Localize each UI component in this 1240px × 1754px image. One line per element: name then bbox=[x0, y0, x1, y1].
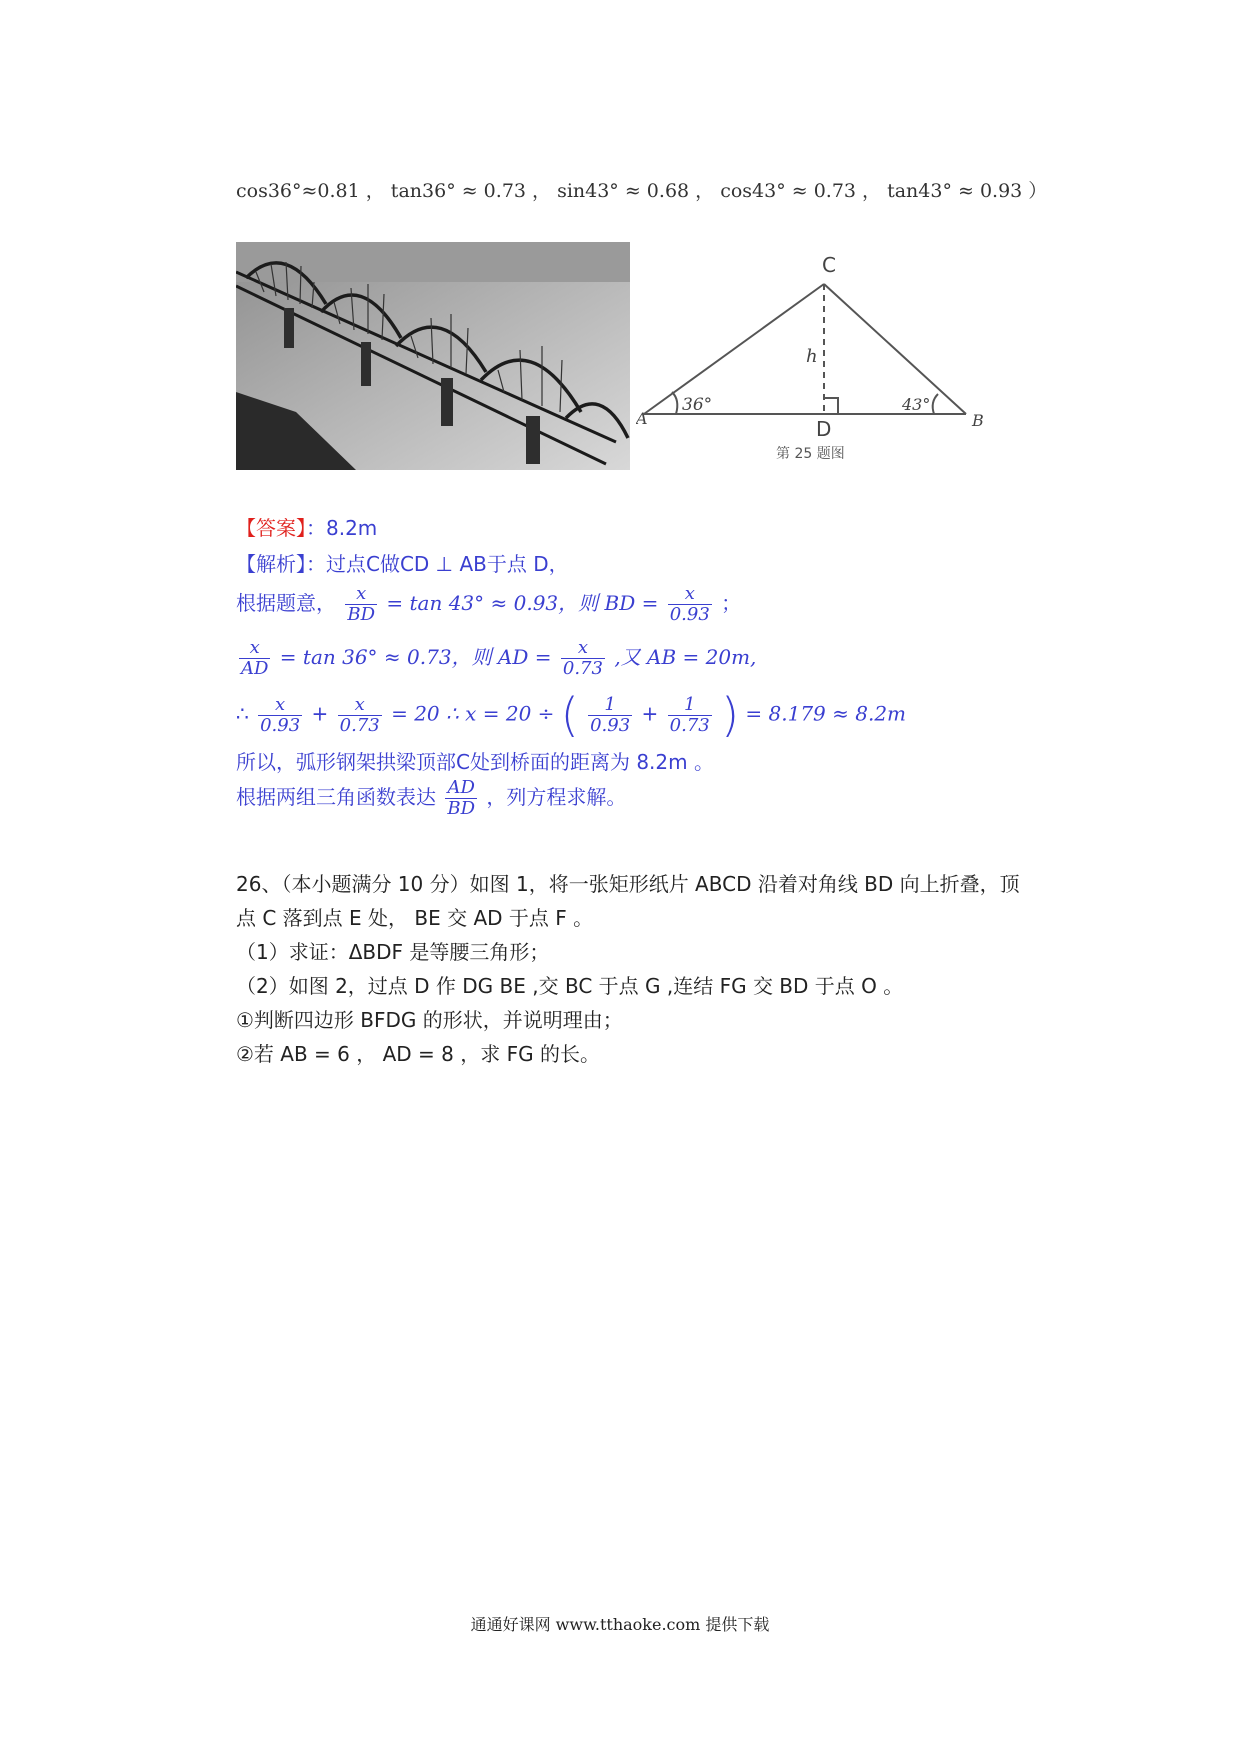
analysis-l3-mid: = tan 36° ≈ 0.73，则 AD = bbox=[279, 645, 552, 669]
analysis-line-2 bbox=[236, 584, 741, 625]
label-d: D bbox=[816, 417, 832, 441]
plus-sign-2: + bbox=[641, 701, 659, 726]
label-a: A bbox=[636, 409, 648, 428]
question-26-part-2: （2）如图 2，过点 D 作 DG BE ,交 BC 于点 G ,连结 FG 交 BD 于点 O 。 bbox=[236, 974, 904, 998]
analysis-l1: ：过点C做CD ⊥ AB于点 D， bbox=[306, 552, 569, 576]
analysis-l2-end: ； bbox=[721, 591, 742, 615]
angle-a-label: 36° bbox=[682, 395, 713, 415]
label-c: C bbox=[822, 253, 836, 277]
analysis-l3-end: ,又 AB = 20m, bbox=[614, 645, 757, 669]
analysis-l4-end: = 8.179 ≈ 8.2m bbox=[745, 701, 907, 726]
fraction-b: $\frac{x}{0.73}$ bbox=[339, 693, 380, 736]
formula-hint-line: cos36°≈0.81 ， tan36° ≈ 0.73 ， sin43° ≈ 0.68 ， cos43° ≈ 0.73 ， tan43° ≈ 0.93 ） bbox=[236, 180, 1048, 202]
label-b: B bbox=[972, 411, 984, 430]
analysis-line-4 bbox=[236, 688, 907, 742]
analysis-line-6 bbox=[236, 778, 626, 819]
analysis-l6-pre: 根据两组三角函数表达 bbox=[236, 785, 436, 809]
answer-line bbox=[236, 512, 377, 541]
therefore-symbol: ∴ bbox=[236, 701, 249, 726]
fraction-d: $\frac{1}{0.73}$ bbox=[669, 693, 710, 736]
analysis-l6-end: ，列方程求解。 bbox=[486, 785, 627, 809]
left-paren: ( bbox=[560, 688, 579, 742]
answer-tag: 【答案】 bbox=[236, 516, 306, 540]
question-26-line-1: 26、（本小题满分 10 分）如图 1，将一张矩形纸片 ABCD 沿着对角线 BD 向上折叠，顶 bbox=[236, 872, 1020, 896]
page-footer: 通通好课网 www.tthaoke.com 提供下载 bbox=[470, 1615, 770, 1634]
right-paren: ) bbox=[721, 688, 740, 742]
plus-sign: + bbox=[311, 701, 329, 726]
triangle-diagram bbox=[636, 252, 1006, 470]
fraction-x-over-ad: $\frac{x}{AD}$ bbox=[241, 637, 269, 679]
fraction-a: $\frac{x}{0.93}$ bbox=[260, 693, 301, 736]
fraction-ad-over-bd: $\frac{AD}{BD}$ bbox=[447, 777, 476, 819]
fraction-c: $\frac{1}{0.93}$ bbox=[590, 693, 631, 736]
analysis-l2-mid: = tan 43° ≈ 0.93，则 BD = bbox=[386, 591, 659, 615]
question-26-line-2: 点 C 落到点 E 处， BE 交 AD 于点 F 。 bbox=[236, 906, 594, 930]
fraction-x-over-093: $\frac{x}{0.93}$ bbox=[669, 583, 710, 625]
answer-value: 8.2m bbox=[326, 516, 378, 540]
analysis-l2-pre: 根据题意， bbox=[236, 591, 336, 615]
answer-sep: ： bbox=[306, 516, 326, 540]
question-26-sub-1: ①判断四边形 BFDG 的形状，并说明理由； bbox=[236, 1008, 623, 1032]
bridge-photo bbox=[236, 242, 630, 470]
angle-b-label: 43° bbox=[902, 395, 931, 414]
question-26-sub-2: ②若 AB = 6 ， AD = 8 ，求 FG 的长。 bbox=[236, 1042, 600, 1066]
analysis-line-3 bbox=[236, 638, 756, 679]
analysis-line-1 bbox=[236, 548, 569, 577]
label-h: h bbox=[806, 346, 818, 367]
analysis-line-5: 所以，弧形钢架拱梁顶部C处到桥面的距离为 8.2m 。 bbox=[236, 750, 714, 774]
fraction-x-over-073: $\frac{x}{0.73}$ bbox=[562, 637, 603, 679]
question-26-part-1: （1）求证：ΔBDF 是等腰三角形； bbox=[236, 940, 550, 964]
diagram-caption: 第 25 题图 bbox=[776, 446, 845, 462]
fraction-x-over-bd: $\frac{x}{BD}$ bbox=[347, 583, 376, 625]
analysis-l4-mid: = 20 ∴ x = 20 ÷ bbox=[391, 701, 555, 726]
analysis-tag: 【解析】 bbox=[236, 552, 306, 576]
